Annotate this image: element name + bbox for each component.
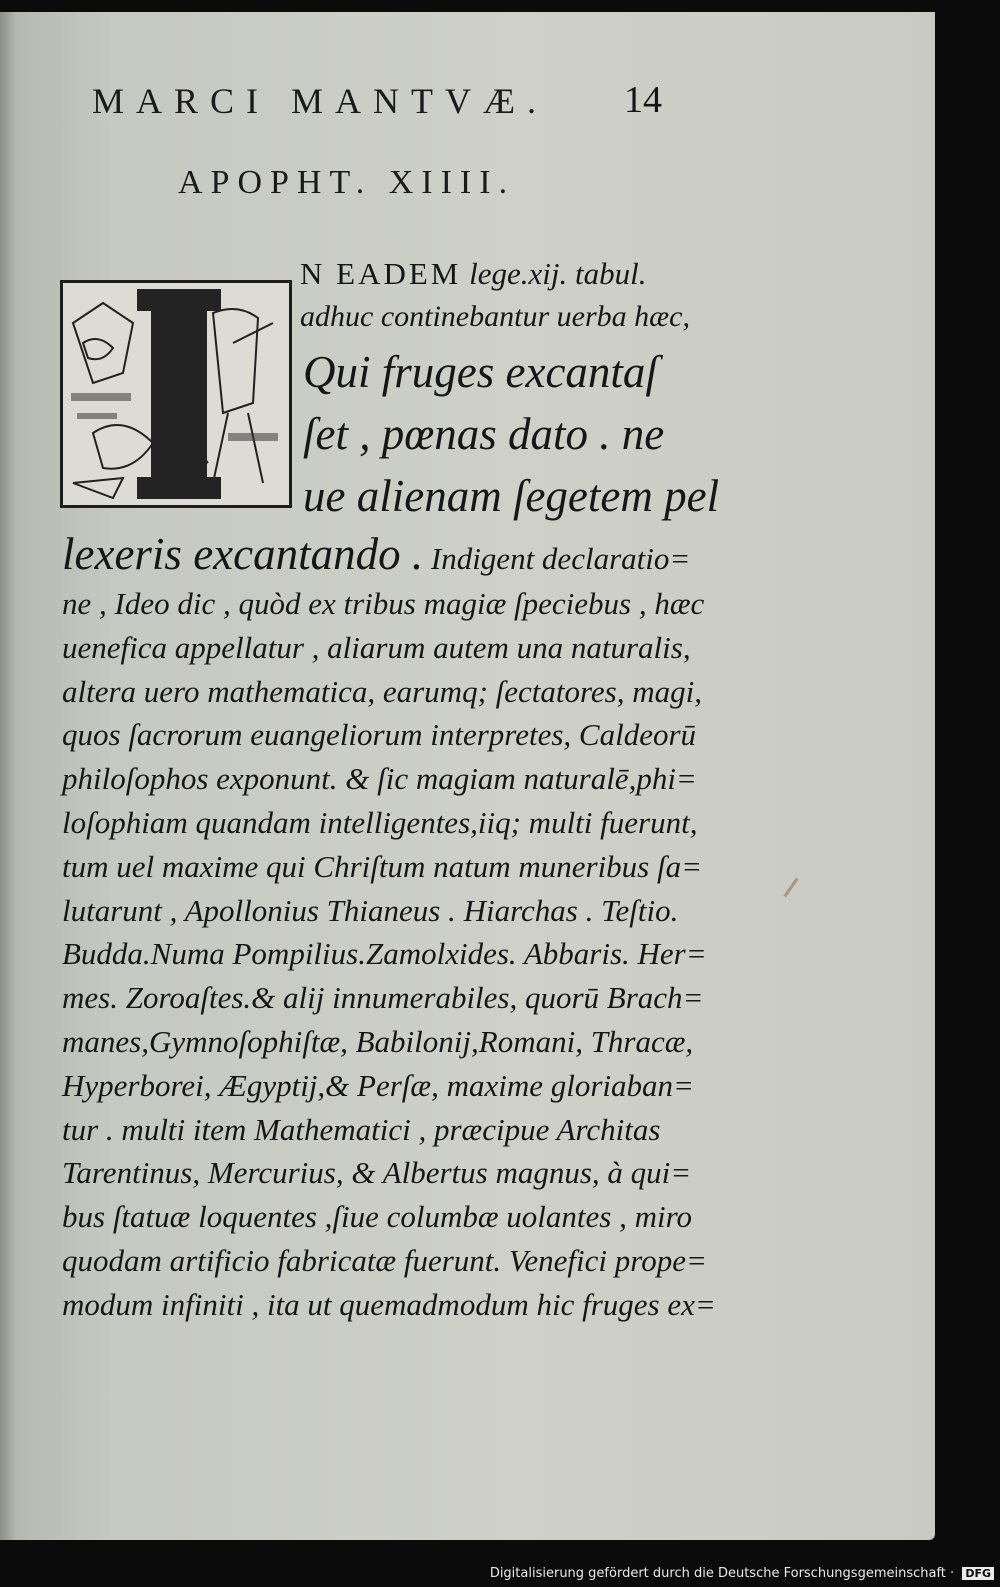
body-line: tur . multi item Mathematici , præcipue Architas xyxy=(62,1111,661,1147)
body-line: tum uel maxime qui Chriſtum natum muneribus ſa= xyxy=(62,848,703,884)
body-line: quos ſacrorum euangeliorum interpretes, Caldeorū xyxy=(62,717,697,753)
body-line: mes. Zoroaſtes.& alij innumerabiles, quorū Brach= xyxy=(62,980,704,1016)
body-line: ne , Ideo dic , quòd ex tribus magiæ ſpeciebus , hæc xyxy=(62,586,705,621)
credit-text: Digitalisierung gefördert durch die Deutsche Forschungsgemeinschaft xyxy=(489,1566,946,1581)
opening-line xyxy=(300,256,646,292)
running-title: MARCI MANTVÆ. xyxy=(92,81,549,121)
woodcut-initial-icon xyxy=(60,280,292,508)
quote-line: ue alienam ſegetem pel xyxy=(303,471,720,521)
quote-tail-line xyxy=(62,528,690,580)
body-line: modum infiniti , ita ut quemadmodum hic fruges ex= xyxy=(62,1286,716,1322)
opening-line-2: adhuc continebantur uerba hæc, xyxy=(300,300,690,333)
digitization-credit: Digitalisierung gefördert durch die Deutsche Forschungsgemeinschaft · DFG xyxy=(490,1566,994,1581)
body-fragment: Indigent declaratio= xyxy=(423,541,691,576)
section-heading: APOPHT. XIIII. xyxy=(178,164,516,201)
dfg-logo: DFG xyxy=(962,1567,994,1580)
quote-line: Qui fruges excantaſ xyxy=(303,347,658,397)
body-line: quodam artificio fabricatæ fuerunt. Venefici prope= xyxy=(62,1243,707,1278)
opening-caps: N EADEM xyxy=(300,256,462,291)
page-number: 14 xyxy=(624,79,662,121)
body-line: philoſophos exponunt. & ſic magiam naturalē,phi= xyxy=(62,761,697,797)
opening-rest: lege.xij. tabul. xyxy=(461,256,647,291)
body-line: bus ſtatuæ loquentes ,ſiue columbæ uolantes , miro xyxy=(62,1199,693,1235)
body-line: Tarentinus, Mercurius, & Albertus magnus, à qui= xyxy=(62,1155,692,1191)
body-line: Hyperborei, Ægyptij,& Perſæ, maxime gloriaban= xyxy=(62,1067,694,1103)
body-line: lutarunt , Apollonius Thianeus . Hiarchas . Teſtio. xyxy=(62,892,679,928)
quote-line: lexeris excantando . xyxy=(62,529,424,579)
body-line: altera uero mathematica, earumq; ſectatores, magi, xyxy=(62,673,702,709)
body-line: Budda.Numa Pompilius.Zamolxides. Abbaris. Her= xyxy=(62,936,707,972)
body-line: manes,Gymnoſophiſtæ, Babilonij,Romani, Thracæ, xyxy=(62,1024,694,1059)
quote-line: ſet , pœnas dato . ne xyxy=(303,409,665,459)
page-gutter-shadow xyxy=(0,12,16,1540)
body-line: uenefica appellatur , aliarum autem una naturalis, xyxy=(62,629,691,665)
body-line: loſophiam quandam intelligentes,iiq; multi fuerunt, xyxy=(62,805,698,840)
